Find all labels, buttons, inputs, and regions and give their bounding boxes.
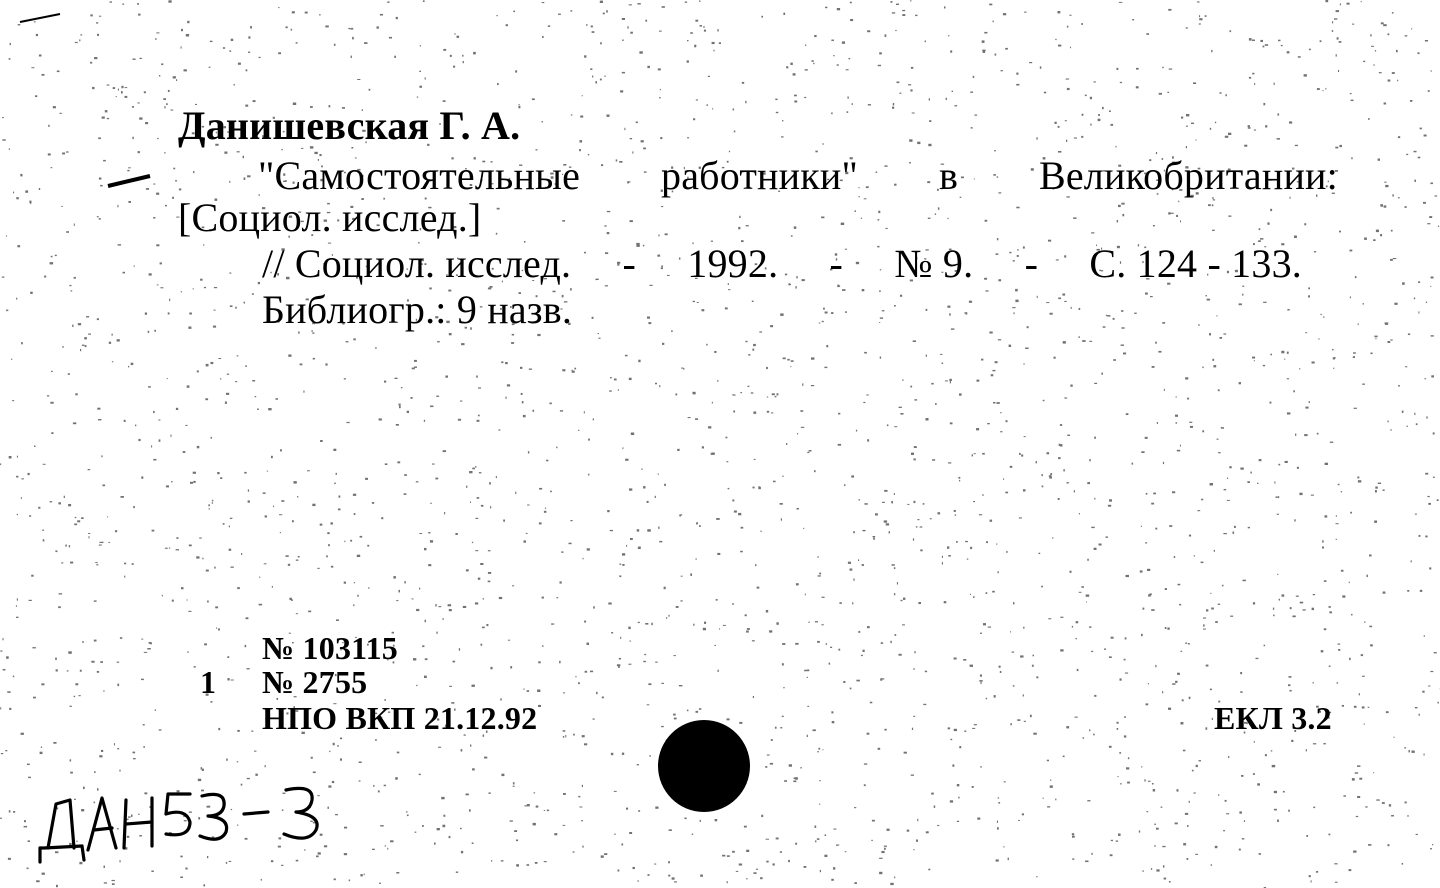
source-part: -	[622, 241, 637, 286]
title-word: в	[938, 153, 959, 198]
card-number-secondary: № 2755	[262, 664, 368, 700]
card-classification: ЕКЛ 3.2	[1214, 700, 1332, 736]
card-number-main: № 103115	[262, 630, 398, 666]
punch-hole	[658, 720, 750, 812]
title-word: работники"	[661, 153, 859, 198]
title-word: Великобритании:	[1038, 153, 1338, 198]
card-title	[258, 152, 1338, 199]
card-copy-count: 1	[200, 664, 217, 700]
card-bibliography: Библиогр.: 9 назв.	[262, 287, 573, 332]
card-author: Данишевская Г. А.	[178, 103, 521, 148]
handwritten-shelfmark	[30, 770, 360, 870]
card-source	[262, 240, 1302, 287]
card-registration: НПО ВКП 21.12.92	[262, 700, 538, 736]
source-part: 1992.	[687, 241, 779, 286]
source-part: // Социол. исслед.	[262, 241, 572, 286]
source-part: С. 124 - 133.	[1089, 241, 1302, 286]
source-part: -	[1024, 241, 1039, 286]
card-bracket-note: [Социол. исслед.]	[178, 195, 482, 240]
title-word: "Самостоятельные	[258, 153, 581, 198]
source-part: № 9.	[894, 241, 974, 286]
source-part: -	[829, 241, 844, 286]
